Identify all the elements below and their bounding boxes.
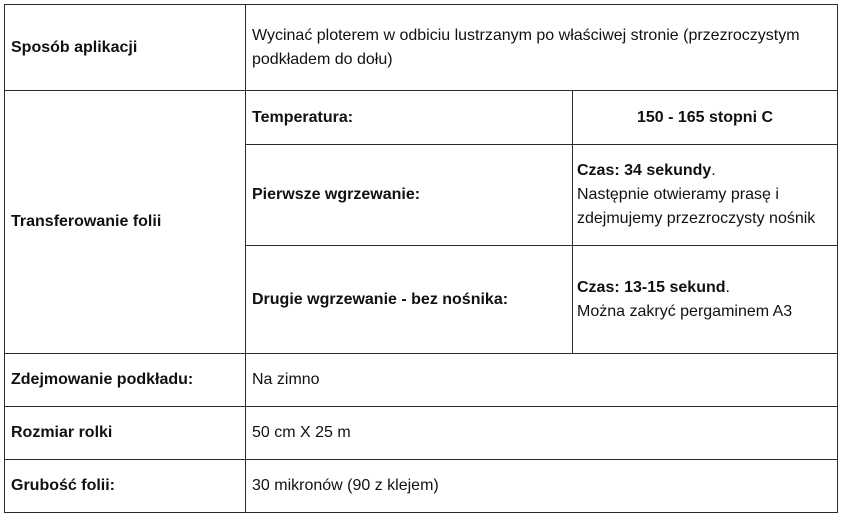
row-temperature: [5, 91, 838, 145]
second-heating-value: Czas: 13-15 sekund. Można zakryć pergaminem A3: [573, 246, 838, 354]
first-heating-note: Następnie otwieramy prasę i zdejmujemy przezroczysty nośnik: [577, 186, 816, 227]
backing-removal-label: Zdejmowanie podkładu:: [5, 354, 246, 407]
second-heating-label: Drugie wgrzewanie - bez nośnika:: [246, 246, 573, 354]
row-application: [5, 5, 838, 91]
row-roll-size: [5, 407, 838, 460]
row-thickness: [5, 460, 838, 513]
row-backing-removal: [5, 354, 838, 407]
second-heating-time: Czas: 13-15 sekund: [577, 278, 726, 296]
transfer-label: Transferowanie folii: [5, 91, 246, 354]
backing-removal-value: Na zimno: [246, 354, 838, 407]
application-label: Sposób aplikacji: [5, 5, 246, 91]
application-value: Wycinać ploterem w odbiciu lustrzanym po właściwej stronie (przezroczystym podkładem do dołu): [246, 5, 838, 91]
roll-size-value: 50 cm X 25 m: [246, 407, 838, 460]
temperature-value: 150 - 165 stopni C: [573, 91, 838, 145]
thickness-value: 30 mikronów (90 z klejem): [246, 460, 838, 513]
spec-table: [4, 4, 838, 513]
first-heating-time: Czas: 34 sekundy: [577, 162, 712, 179]
first-heating-label: Pierwsze wgrzewanie:: [246, 145, 573, 246]
temperature-label: Temperatura:: [246, 91, 573, 145]
roll-size-label: Rozmiar rolki: [5, 407, 246, 460]
second-heating-note: Można zakryć pergaminem A3: [577, 302, 793, 320]
first-heating-value: Czas: 34 sekundy. Następnie otwieramy prasę i zdejmujemy przezroczysty nośnik: [573, 145, 838, 246]
thickness-label: Grubość folii:: [5, 460, 246, 513]
